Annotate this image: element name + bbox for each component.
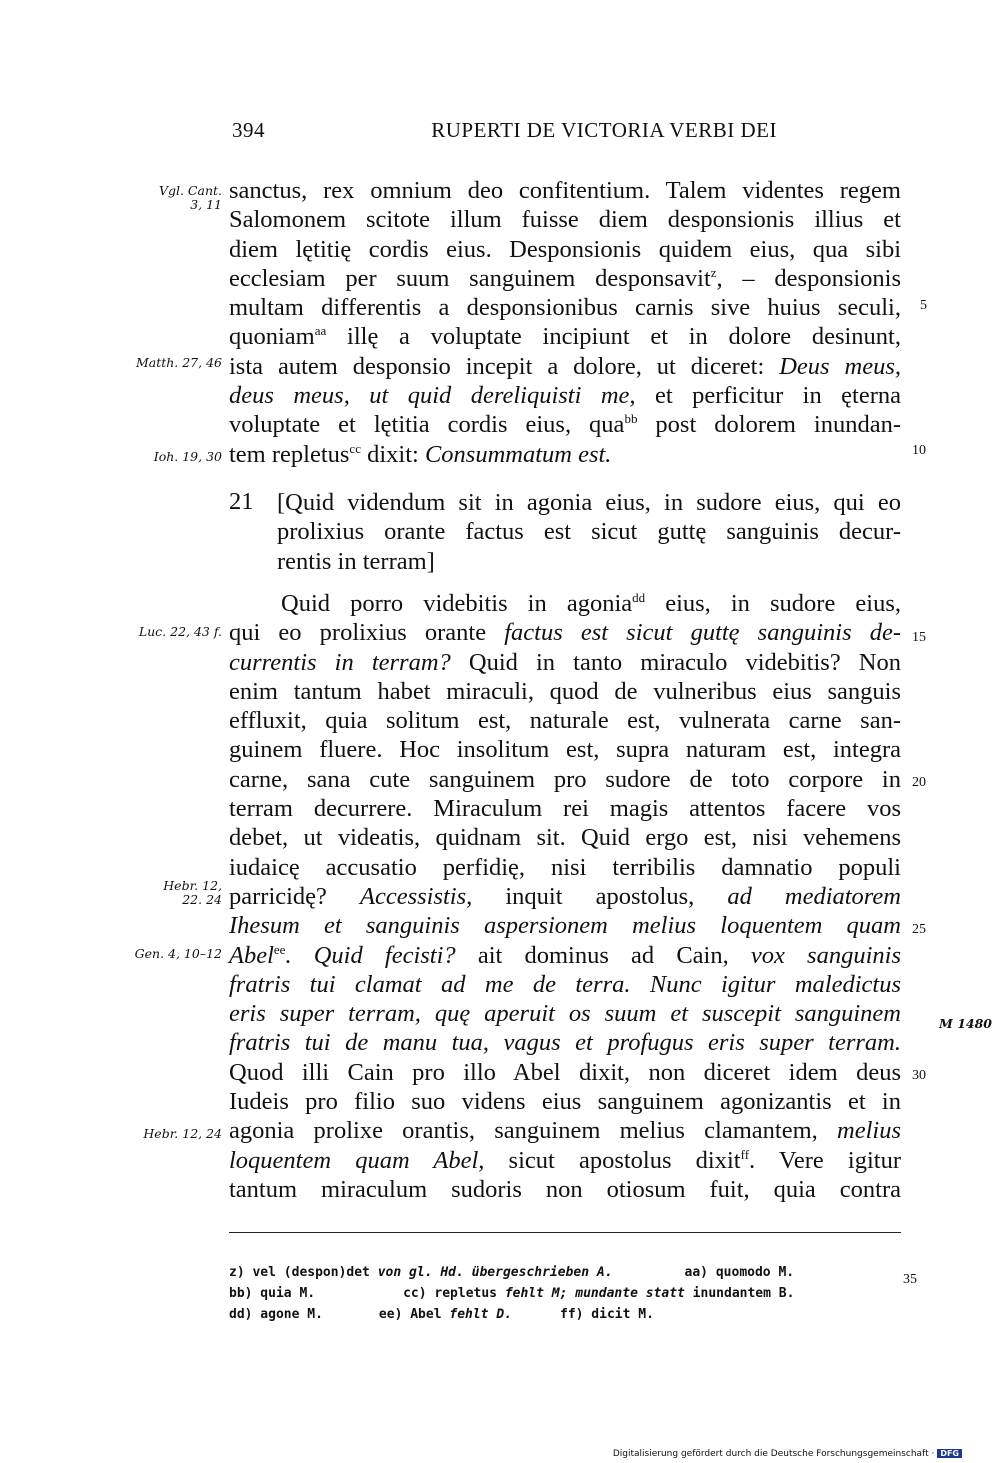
digitization-credit: Digitalisierung gefördert durch die Deutsche Forschungsgemeinschaft · DFG xyxy=(613,1449,962,1459)
text-line: terram decurrere. Miraculum rei magis attentos facere vos xyxy=(229,795,901,823)
footnote-mark: ff xyxy=(740,1146,750,1162)
footnotes xyxy=(229,1262,901,1325)
line-number: 25 xyxy=(912,922,926,937)
footnote-mark: cc xyxy=(349,440,361,456)
section-heading xyxy=(229,488,901,576)
text-line: currentis in terram? Quid in tanto miraculo videbitis? Non xyxy=(229,648,902,676)
text-line: ista autem desponsio incepit a dolore, ut diceret: Deus meus, xyxy=(229,352,901,380)
footnote-mark: bb xyxy=(624,411,638,427)
text-line: loquentem quam Abel, sicut apostolus dixit$^{ff}$. Vere igitur xyxy=(229,1146,902,1174)
text-line: effluxit, quia solitum est, naturale est, vulnerata carne san- xyxy=(229,707,901,735)
paragraph-top xyxy=(229,176,901,469)
text-line: enim tantum habet miraculi, quod de vulneribus eius sanguis xyxy=(229,677,901,705)
margin-ref: Matth. 27, 46 xyxy=(135,355,222,370)
text-line: Quid porro videbitis in agonia$^{dd}$ eius, in sudore eius, xyxy=(281,590,901,617)
text-line: fratris tui de manu tua, vagus et profugus eris super terram. xyxy=(229,1029,901,1057)
footnote-line: bb) quia M. cc) repletus fehlt M; mundante statt inundantem B. xyxy=(229,1286,795,1301)
footnote-mark: ee xyxy=(273,941,286,957)
text-line: diem lętitię cordis eius. Desponsionis quidem eius, qua sibi xyxy=(229,235,901,263)
section-number: 21 xyxy=(229,488,254,515)
dfg-logo: DFG xyxy=(937,1449,962,1458)
footnote-mark: aa xyxy=(314,323,327,339)
text-line: ecclesiam per suum sanguinem desponsavit$^z$, – desponsionis xyxy=(229,264,902,292)
margin-ref: Hebr. 12, 22. 24 xyxy=(163,878,222,907)
footnote-line: z) vel (despon)det von gl. Hd. übergeschrieben A. aa) quomodo M. xyxy=(229,1265,795,1280)
footnote-line: dd) agone M. ee) Abel fehlt D. ff) dicit M. xyxy=(229,1307,654,1322)
text-line: guinem fluere. Hoc insolitum est, supra naturam est, integra xyxy=(229,736,901,764)
heading-line: [Quid videndum sit in agonia eius, in sudore eius, qui eo xyxy=(277,489,901,516)
text-line: voluptate et lętitia cordis eius, qua$^{bb}$ post dolorem inundan- xyxy=(229,411,901,439)
margin-ref: Ioh. 19, 30 xyxy=(153,449,222,464)
text-line: Ihesum et sanguinis aspersionem melius loquentem quam xyxy=(229,912,901,940)
text-line: multam differentis a desponsionibus carnis sive huius seculi, xyxy=(229,294,901,322)
page-number: 394 xyxy=(232,118,265,142)
text-line: fratris tui clamat ad me de terra. Nunc igitur maledictus xyxy=(229,970,901,998)
text-line: Salomonem scitote illum fuisse diem desponsionis illius et xyxy=(229,206,901,234)
margin-ref: Hebr. 12, 24 xyxy=(143,1126,222,1141)
text-line: qui eo prolixius orante factus est sicut guttę sanguinis de- xyxy=(229,619,901,647)
text-line: Iudeis pro filio suo videns eius sanguinem agonizantis et in xyxy=(229,1088,901,1116)
margin-ref: Luc. 22, 43 f. xyxy=(138,624,222,639)
line-number: 30 xyxy=(912,1068,926,1083)
text-line: tem repletus$^{cc}$ dixit: Consummatum est. xyxy=(229,440,612,468)
text-line: iudaicę accusatio perfidię, nisi terribilis damnatio populi xyxy=(229,853,901,881)
line-number: 5 xyxy=(920,298,927,313)
line-number: 10 xyxy=(912,443,926,458)
text-line: sanctus, rex omnium deo confitentium. Talem videntes regem xyxy=(229,177,901,204)
margin-ref: Vgl. Cant. 3, 11 xyxy=(158,183,222,212)
line-number: 20 xyxy=(912,775,926,790)
footnote-mark: z xyxy=(710,264,717,280)
margin-ref: Gen. 4, 10–12 xyxy=(134,946,222,961)
text-line: agonia prolixe orantis, sanguinem melius clamantem, melius xyxy=(229,1117,901,1145)
line-number: 15 xyxy=(912,630,926,645)
running-header xyxy=(232,118,777,143)
text-line: tantum miraculum sudoris non otiosum fuit, quia contra xyxy=(229,1175,901,1203)
text-line: carne, sana cute sanguinem pro sudore de toto corpore in xyxy=(229,765,901,793)
text-line: deus meus, ut quid dereliquisti me, et perficitur in ęterna xyxy=(229,382,901,410)
running-title: RUPERTI DE VICTORIA VERBI DEI xyxy=(431,118,777,142)
text-line: parricidę? Accessistis, inquit apostolus, ad mediatorem xyxy=(229,882,901,910)
text-line: Quod illi Cain pro illo Abel dixit, non diceret idem deus xyxy=(229,1058,901,1086)
paragraph-main xyxy=(229,589,901,1204)
text-line: Abel$^{ee}$. Quid fecisti? ait dominus ad Cain, vox sanguinis xyxy=(229,941,901,969)
heading-line: rentis in terram] xyxy=(277,547,435,575)
text-line: eris super terram, quę aperuit os suum et suscepit sanguinem xyxy=(229,1000,901,1028)
manuscript-ref: M 1480 xyxy=(939,1016,992,1031)
footnote-divider xyxy=(229,1232,901,1233)
heading-line: prolixius orante factus est sicut guttę sanguinis decur- xyxy=(277,518,901,546)
text-line: quoniam$^{aa}$ illę a voluptate incipiunt et in dolore desinunt, xyxy=(229,323,901,351)
line-number: 35 xyxy=(903,1272,917,1287)
text-line: debet, ut videatis, quidnam sit. Quid ergo est, nisi vehemens xyxy=(229,824,901,852)
footnote-mark: dd xyxy=(632,590,646,605)
